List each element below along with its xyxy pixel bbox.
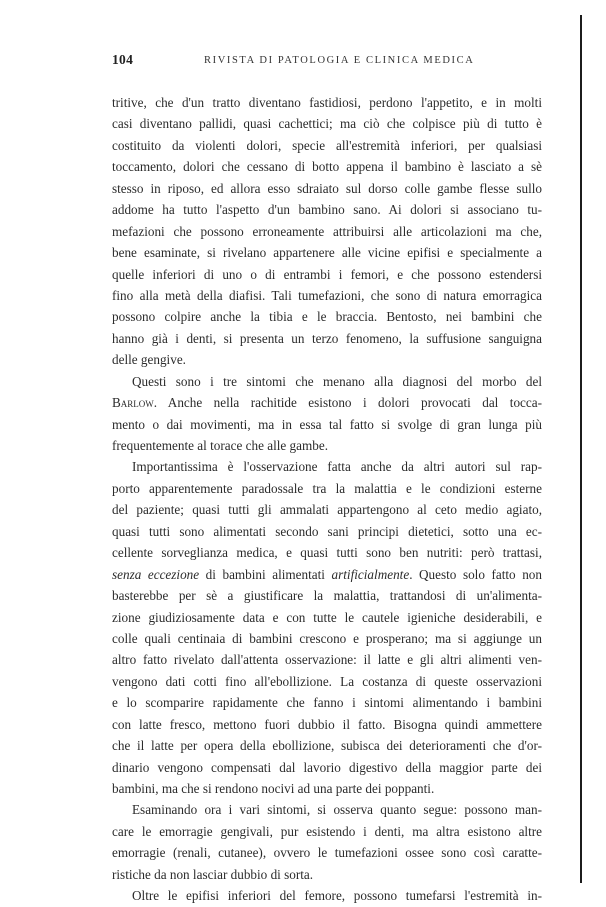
- page-number: 104: [112, 52, 134, 67]
- text-line: altro fatto rivelato dall'attenta osservazione: il latte e gli altri alimenti ven-: [112, 652, 542, 668]
- text-segment: . Questo solo fatto non: [409, 566, 542, 582]
- text-line: [112, 392, 542, 413]
- text-line: hanno già i denti, si presenta un terzo fenomeno, la suffusione sanguigna: [112, 330, 542, 346]
- text-line: dinario vengono compensati dal lavorio digestivo della maggior parte dei: [112, 759, 542, 775]
- text-line: con latte fresco, mettono fuori dubbio il fatto. Bisogna quindi ammettere: [112, 716, 542, 732]
- text-line: e lo scomparire rapidamente che fanno i sintomi alimentando i bambini: [112, 695, 542, 711]
- text-line: fino alla metà della diafisi. Tali tumefazioni, che sono di natura emorragica: [112, 287, 542, 303]
- text-line: care le emorragie gengivali, pur esistendo i denti, ma altra esistono altre: [112, 823, 542, 839]
- text-line: vengono dati cotti fino all'ebollizione. La costanza di queste osservazioni: [112, 673, 542, 689]
- text-line: porto apparentemente paradossale tra la malattia e le condizioni esterne: [112, 480, 542, 496]
- italic-segment: senza eccezione: [112, 566, 200, 582]
- text-line: che il latte per opera della ebollizione, subisca dei deterioramenti che d'or-: [112, 738, 542, 754]
- text-segment: di bambini alimentati: [199, 566, 332, 582]
- page-edge-rule: [580, 15, 582, 883]
- text-line: delle gengive.: [112, 352, 186, 368]
- text-line: quelle inferiori di uno o di entrambi i femori, e che possono estendersi: [112, 266, 542, 282]
- text-line: emorragie (renali, cutanee), ovvero le tumefazioni ossee sono così caratte-: [112, 845, 542, 861]
- text-line: cellente sorveglianza medica, e quasi tutti sono ben nutriti: però trattasi,: [112, 545, 542, 561]
- text-line: basterebbe per sè a giustificare la malattia, trattandosi di un'alimenta-: [112, 588, 542, 604]
- text-line: zione giudiziosamente data e con tutte le cautele igieniche desiderabili, e: [112, 609, 542, 625]
- body-text: [112, 92, 542, 907]
- text-line: mento o dai movimenti, ma in essa tal fatto si svolge di gran lunga più: [112, 416, 542, 432]
- text-line: possono colpire anche la tibia e le braccia. Bentosto, nei bambini che: [112, 309, 542, 325]
- text-segment: . Anche nella rachitide esistono i dolori provocati dal tocca-: [153, 395, 542, 411]
- text-line: mefazioni che possono erroneamente attribuirsi alle articolazioni ma che,: [112, 223, 542, 239]
- text-line: casi diventano pallidi, quasi cachettici; ma ciò che colpisce più di tutto è: [112, 116, 542, 132]
- text-line: bene esaminate, si rivelano appartenere alle vicine epifisi e specialmente a: [112, 245, 542, 261]
- text-line: Oltre le epifisi inferiori del femore, possono tumefarsi l'estremità in-: [132, 888, 542, 904]
- text-line: quasi tutti sono alimentati secondo sani principi dietetici, sotto una ec-: [112, 523, 542, 539]
- text-line: Esaminando ora i vari sintomi, si osserva quanto segue: possono man-: [132, 802, 542, 818]
- text-line: bambini, ma che si rendono nocivi ad una parte dei poppanti.: [112, 781, 435, 796]
- italic-segment: artificialmente: [331, 566, 410, 582]
- text-line: stesso in riposo, ed allora esso sdraiato sul dorso colle gambe flesse sullo: [112, 180, 542, 196]
- text-line: colle quali centinaia di bambini crescono e prosperano; ma si aggiunge un: [112, 630, 542, 646]
- text-line: del paziente; quasi tutti gli ammalati appartengono al ceto medio agiato,: [112, 502, 542, 518]
- text-line: tritive, che d'un tratto diventano fastidiosi, perdono l'appetito, e in molti: [112, 95, 542, 110]
- text-line: frequentemente al torace che alle gambe.: [112, 438, 329, 453]
- page-header: [112, 52, 542, 72]
- text-line: addome ha tutto l'aspetto d'un bambino sano. Ai dolori si associano tu-: [112, 202, 542, 218]
- author-name-smallcaps: Barlow: [112, 395, 154, 411]
- running-title: RIVISTA DI PATOLOGIA E CLINICA MEDICA: [204, 55, 475, 66]
- text-line: ristiche da non lasciar dubbio di sorta.: [112, 866, 314, 882]
- text-line: Questi sono i tre sintomi che menano alla diagnosi del morbo del: [132, 373, 542, 389]
- text-line: Importantissima è l'osservazione fatta anche da altri autori sul rap-: [132, 459, 542, 475]
- text-line: toccamento, dolori che cessano di botto appena il bambino è lasciato a sè: [112, 159, 542, 175]
- text-line: [112, 564, 542, 585]
- text-line: costituito da violenti dolori, specie all'estremità inferiori, per qualsiasi: [112, 137, 542, 153]
